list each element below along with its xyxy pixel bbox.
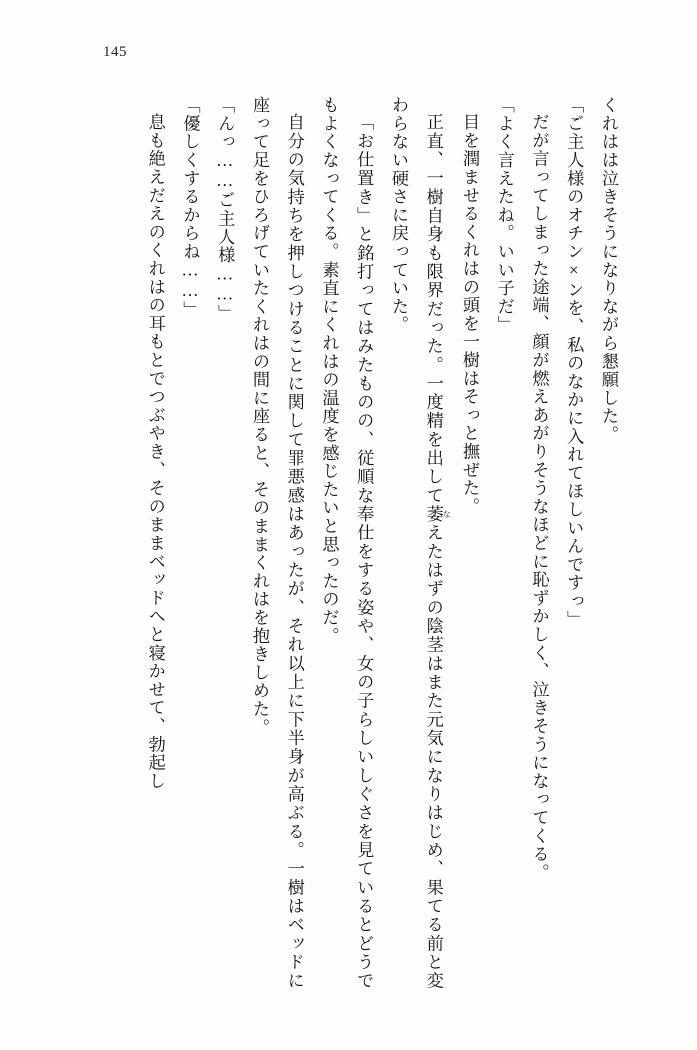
paragraph: 目を潤ませるくれはの頭を一樹はそっと撫ぜた。 bbox=[460, 113, 479, 516]
paragraph-text: だが言ってしまった途端、顔が燃えあがりそうなほどに恥ずかしく、泣きそうになってくる。 bbox=[529, 113, 549, 882]
ruby-base: 萎 bbox=[423, 505, 443, 524]
paragraph: 「よく言えたね。いい子だ」 bbox=[494, 96, 514, 334]
paragraph: 「優しくするからね……」 bbox=[180, 96, 200, 320]
paragraph bbox=[521, 96, 556, 990]
ruby-annotation bbox=[423, 505, 452, 524]
paragraph-text-part: 正直、一樹自身も限界だった。一度精を出して bbox=[423, 113, 443, 506]
paragraph: 「んっ……ご主人様……」 bbox=[215, 96, 235, 323]
paragraph-text-part: 「お仕置き」と銘打ってはみたものの、従順な奉仕をする姿や、女の子らしいしぐさを見ているとどうでもよくなってくる。素直にくれはの温度を感じたいと思ったのだ。 bbox=[319, 96, 374, 990]
paragraph: 自分の気持ちを押しつけることに関して罪悪感はあったが、それ以上に下半身が高ぶる。一樹はベッドに座って足をひろげていたくれはの間に座ると、そのままくれはを抱きしめた。 bbox=[250, 96, 304, 990]
paragraph: 「ご主人様のオチン×ンを、私のなかに入れてほしいんですっ」 bbox=[564, 96, 584, 629]
paragraph: 息も絶えだえのくれはの耳もとでつぶやき、そのままベッドへと寝かせて、勃起し bbox=[145, 113, 165, 791]
paragraph-text-part: えたはずの陰茎はまた元気になりはじめ、果てる前と変わらない硬さに戻っていた。 bbox=[389, 96, 443, 990]
paragraph bbox=[380, 96, 451, 990]
page-number: 145 bbox=[103, 44, 127, 60]
paragraph: くれはは泣きそうになりながら懇願した。 bbox=[599, 96, 618, 444]
ruby-text: な bbox=[442, 505, 452, 524]
body-text-column bbox=[72, 96, 625, 990]
paragraph bbox=[311, 96, 381, 990]
